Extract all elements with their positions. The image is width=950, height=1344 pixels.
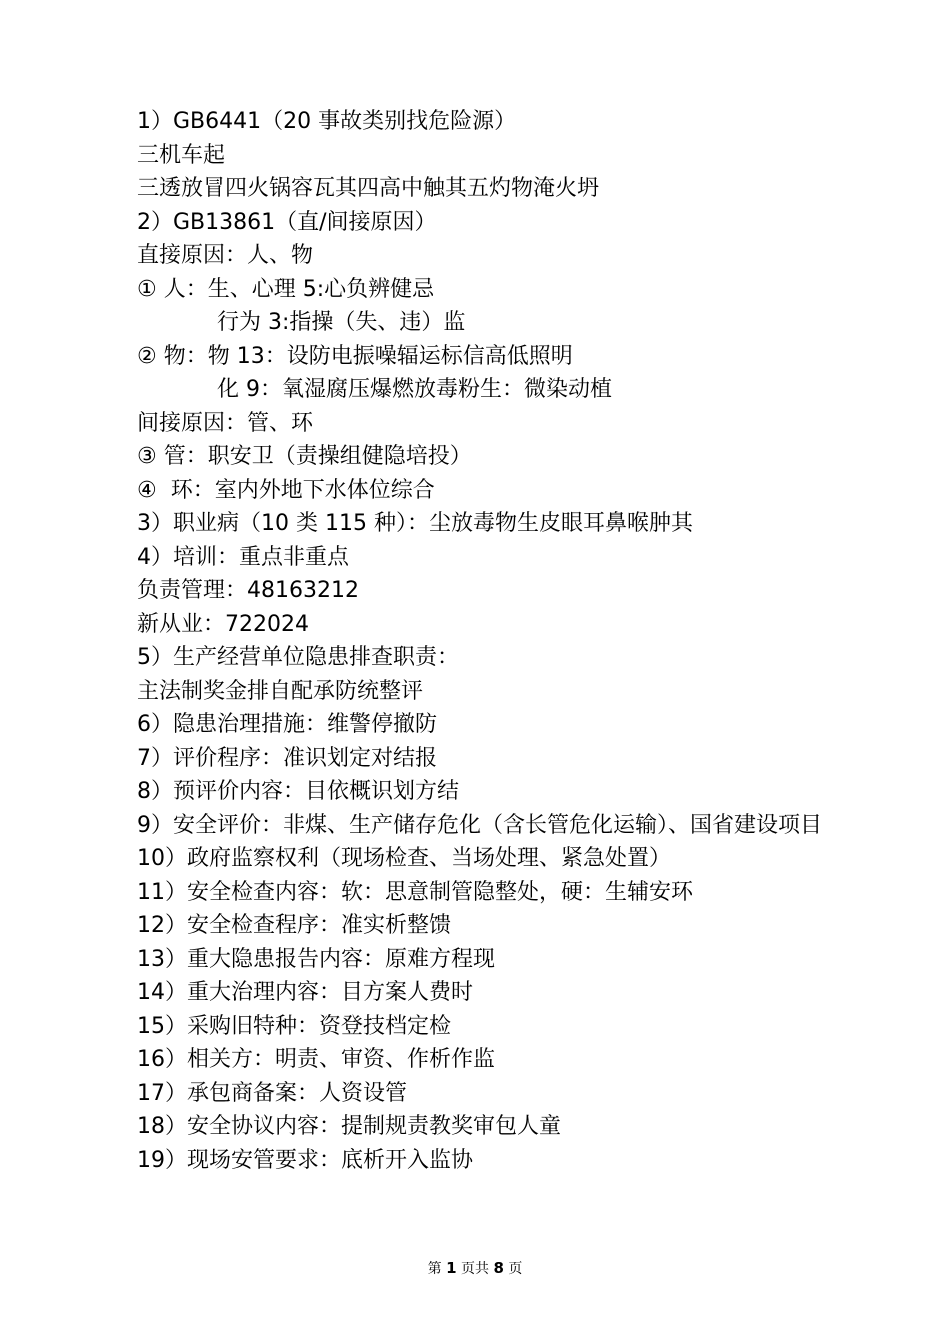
text-line: ④ 环：室内外地下水体位综合 bbox=[137, 477, 435, 503]
text-line: 19）现场安管要求：底析开入监协 bbox=[137, 1147, 473, 1173]
text-line: 4）培训：重点非重点 bbox=[137, 544, 349, 570]
text-line: 负责管理：48163212 bbox=[137, 578, 359, 603]
text-line: 间接原因：管、环 bbox=[137, 410, 314, 436]
text-line: 7）评价程序：准识划定对结报 bbox=[137, 745, 437, 771]
text-line: 16）相关方：明责、审资、作析作监 bbox=[137, 1047, 495, 1072]
text-line: ① 人：生、心理 5:心负辨健忌 bbox=[137, 276, 435, 302]
text-line: 11）安全检查内容：软：思意制管隐整处，硬：生辅安环 bbox=[137, 879, 693, 905]
text-line: 15）采购旧特种：资登技档定检 bbox=[137, 1013, 451, 1039]
text-line: 3）职业病（10 类 115 种）：尘放毒物生皮眼耳鼻喉肿其 bbox=[137, 511, 693, 536]
text-line: 6）隐患治理措施：维警停撤防 bbox=[137, 712, 437, 737]
text-line: 5）生产经营单位隐患排查职责： bbox=[137, 645, 459, 670]
text-line: 8）预评价内容：目依概识划方结 bbox=[137, 779, 459, 804]
total-page-number: 8 bbox=[493, 1259, 504, 1277]
text-line: 18）安全协议内容：提制规责教奖审包人童 bbox=[137, 1114, 561, 1139]
text-line-indented: 行为 3:指操（失、违）监 bbox=[217, 310, 466, 335]
footer-prefix: 第 bbox=[427, 1261, 442, 1277]
text-line: 12）安全检查程序：准实析整馈 bbox=[137, 913, 451, 938]
text-line: 主法制奖金排自配承防统整评 bbox=[137, 678, 424, 704]
text-line: 三透放冒四火锅容瓦其四高中触其五灼物淹火坍 bbox=[137, 176, 600, 201]
text-line: ② 物：物 13：设防电振噪辐运标信高低照明 bbox=[137, 343, 573, 369]
text-line: 10）政府监察权利（现场检查、当场处理、紧急处置） bbox=[137, 846, 671, 871]
footer-middle: 页共 bbox=[461, 1261, 489, 1277]
text-line: 14）重大治理内容：目方案人费时 bbox=[137, 980, 473, 1005]
page-footer bbox=[0, 1258, 950, 1279]
text-line: 17）承包商备案：人资设管 bbox=[137, 1080, 407, 1106]
text-line: 三机车起 bbox=[137, 142, 226, 168]
text-line-wrapped: 9）安全评价：非煤、生产储存危化（含长管危化运输）、国省建设项目 bbox=[137, 812, 822, 838]
text-line: 直接原因：人、物 bbox=[137, 243, 314, 268]
text-line: 1）GB6441（20 事故类别找危险源） bbox=[137, 109, 517, 134]
text-line: 新从业：722024 bbox=[137, 611, 309, 637]
text-line: ③ 管：职安卫（责操组健隐培投） bbox=[137, 444, 472, 469]
text-line: 2）GB13861（直/间接原因） bbox=[137, 209, 437, 235]
current-page-number: 1 bbox=[446, 1259, 457, 1277]
text-line: 13）重大隐患报告内容：原难方程现 bbox=[137, 946, 495, 972]
text-line-indented: 化 9：氧湿腐压爆燃放毒粉生：微染动植 bbox=[217, 377, 612, 402]
footer-suffix: 页 bbox=[508, 1261, 523, 1277]
document-body bbox=[137, 105, 827, 1177]
